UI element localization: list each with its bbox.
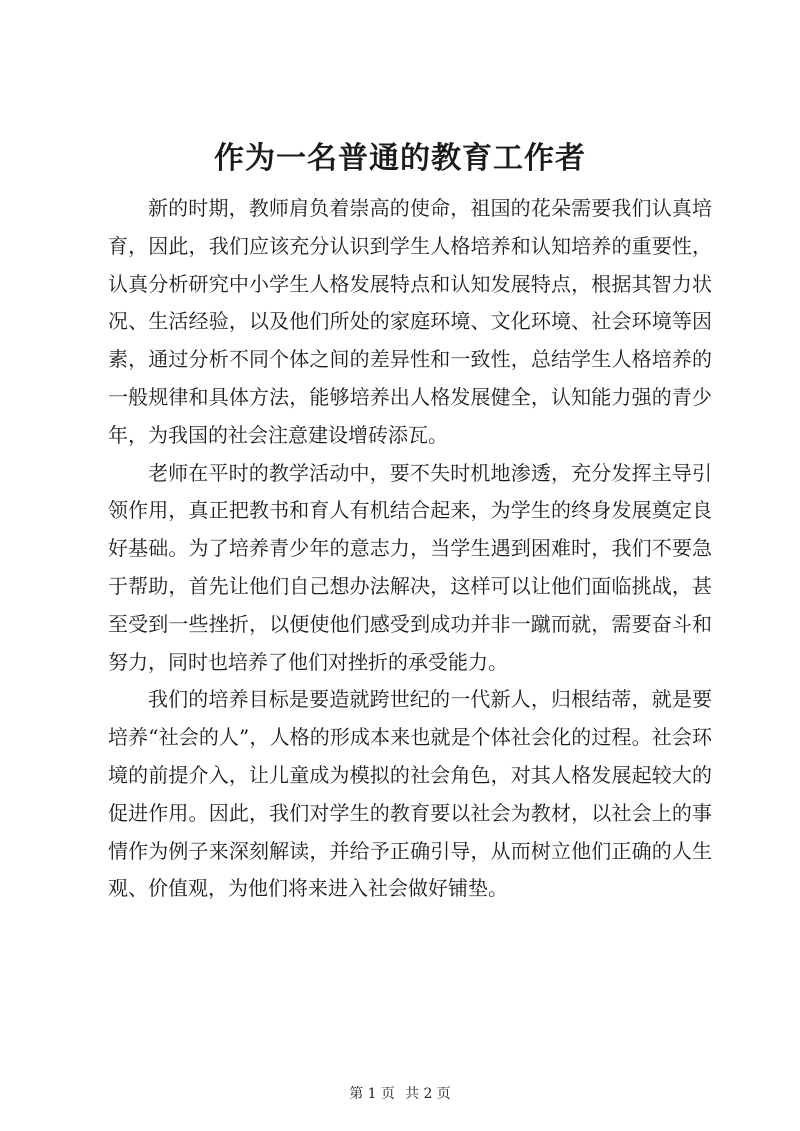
document-title: 作为一名普通的教育工作者	[214, 141, 586, 176]
page-footer	[0, 1084, 800, 1104]
document-body	[108, 190, 712, 908]
page-number: 第 1 页	[349, 1086, 395, 1102]
paragraph-2: 老师在平时的教学活动中，要不失时机地渗透，充分发挥主导引领作用，真正把教书和育人有机结合起来，为学生的终身发展奠定良好基础。为了培养青少年的意志力，当学生遇到困难时，我们不要急于帮助，首先让他们自己想办法解决，这样可以让他们面临挑战，甚至受到一些挫折，以便使他们感受到成功并非一蹴而就，需要奋斗和努力，同时也培养了他们对挫折的承受能力。	[108, 460, 712, 674]
paragraph-1: 新的时期，教师肩负着崇高的使命，祖国的花朵需要我们认真培育，因此，我们应该充分认识到学生人格培养和认知培养的重要性，认真分析研究中小学生人格发展特点和认知发展特点，根据其智力状况、生活经验，以及他们所处的家庭环境、文化环境、社会环境等因素，通过分析不同个体之间的差异性和一致性，总结学生人格培养的一般规律和具体方法，能够培养出人格发展健全，认知能力强的青少年，为我国的社会注意建设增砖添瓦。	[108, 196, 712, 447]
paragraph-3: 我们的培养目标是要造就跨世纪的一代新人，归根结蒂，就是要培养“社会的人”，人格的形成本来也就是个体社会化的过程。社会环境的前提介入，让儿童成为模拟的社会角色，对其人格发展起较大的促进作用。因此，我们对学生的教育要以社会为教材，以社会上的事情作为例子来深刻解读，并给予正确引导，从而树立他们正确的人生观、价值观，为他们将来进入社会做好铺垫。	[108, 687, 712, 901]
page-total: 共 2 页	[405, 1086, 451, 1102]
